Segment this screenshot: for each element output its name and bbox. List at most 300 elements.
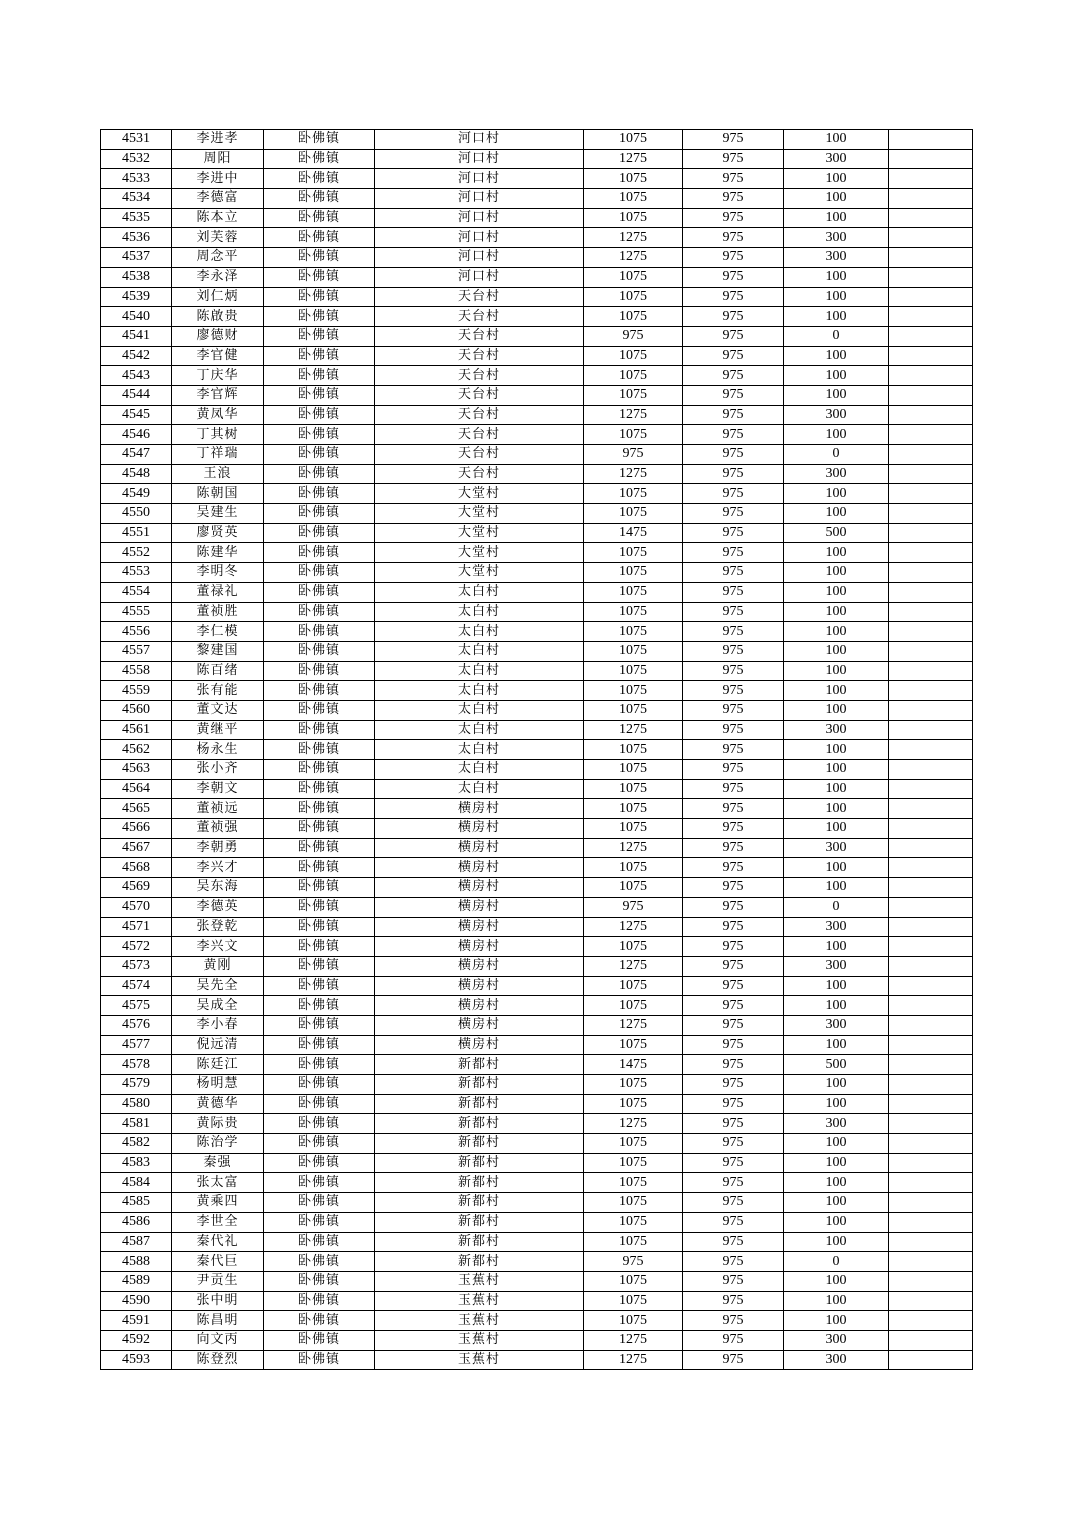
town-cell: 卧佛镇 — [264, 917, 375, 937]
amount-b-cell: 975 — [683, 189, 784, 209]
table-row — [101, 523, 973, 543]
note-cell — [889, 602, 973, 622]
serial-number-cell: 4547 — [101, 445, 172, 465]
amount-c-cell: 100 — [784, 1311, 889, 1331]
amount-b-cell: 975 — [683, 366, 784, 386]
amount-b-cell: 975 — [683, 464, 784, 484]
amount-b-cell: 975 — [683, 740, 784, 760]
table-row — [101, 681, 973, 701]
town-cell: 卧佛镇 — [264, 1075, 375, 1095]
amount-a-cell: 1075 — [584, 484, 683, 504]
table-row — [101, 1311, 973, 1331]
table-row — [101, 287, 973, 307]
amount-a-cell: 1075 — [584, 385, 683, 405]
note-cell — [889, 996, 973, 1016]
amount-c-cell: 100 — [784, 307, 889, 327]
amount-a-cell: 1075 — [584, 878, 683, 898]
amount-a-cell: 1075 — [584, 543, 683, 563]
amount-a-cell: 1075 — [584, 1153, 683, 1173]
amount-a-cell: 1075 — [584, 307, 683, 327]
note-cell — [889, 366, 973, 386]
table-row — [101, 543, 973, 563]
name-cell: 丁祥瑞 — [172, 445, 264, 465]
roster-table — [100, 129, 973, 1370]
village-cell: 新都村 — [375, 1173, 584, 1193]
amount-a-cell: 1075 — [584, 1291, 683, 1311]
amount-a-cell: 1275 — [584, 1114, 683, 1134]
amount-a-cell: 1275 — [584, 248, 683, 268]
town-cell: 卧佛镇 — [264, 1271, 375, 1291]
serial-number-cell: 4592 — [101, 1330, 172, 1350]
table-row — [101, 1134, 973, 1154]
serial-number-cell: 4531 — [101, 130, 172, 150]
amount-c-cell: 300 — [784, 405, 889, 425]
amount-b-cell: 975 — [683, 661, 784, 681]
note-cell — [889, 1311, 973, 1331]
village-cell: 玉蕉村 — [375, 1311, 584, 1331]
amount-c-cell: 100 — [784, 1193, 889, 1213]
amount-c-cell: 100 — [784, 602, 889, 622]
name-cell: 尹贡生 — [172, 1271, 264, 1291]
table-row — [101, 130, 973, 150]
note-cell — [889, 720, 973, 740]
amount-a-cell: 1275 — [584, 720, 683, 740]
town-cell: 卧佛镇 — [264, 641, 375, 661]
note-cell — [889, 700, 973, 720]
amount-c-cell: 300 — [784, 1330, 889, 1350]
serial-number-cell: 4551 — [101, 523, 172, 543]
amount-c-cell: 500 — [784, 523, 889, 543]
table-row — [101, 208, 973, 228]
town-cell: 卧佛镇 — [264, 582, 375, 602]
village-cell: 横房村 — [375, 956, 584, 976]
amount-b-cell: 975 — [683, 681, 784, 701]
table-row — [101, 1094, 973, 1114]
amount-a-cell: 1075 — [584, 622, 683, 642]
village-cell: 新都村 — [375, 1212, 584, 1232]
village-cell: 河口村 — [375, 248, 584, 268]
town-cell: 卧佛镇 — [264, 937, 375, 957]
serial-number-cell: 4559 — [101, 681, 172, 701]
amount-c-cell: 300 — [784, 228, 889, 248]
amount-c-cell: 100 — [784, 1212, 889, 1232]
amount-c-cell: 100 — [784, 1153, 889, 1173]
note-cell — [889, 1271, 973, 1291]
serial-number-cell: 4539 — [101, 287, 172, 307]
note-cell — [889, 1252, 973, 1272]
name-cell: 陈本立 — [172, 208, 264, 228]
amount-a-cell: 1275 — [584, 149, 683, 169]
village-cell: 太白村 — [375, 760, 584, 780]
name-cell: 董祯胜 — [172, 602, 264, 622]
amount-c-cell: 100 — [784, 799, 889, 819]
serial-number-cell: 4534 — [101, 189, 172, 209]
village-cell: 新都村 — [375, 1134, 584, 1154]
amount-c-cell: 300 — [784, 720, 889, 740]
amount-c-cell: 100 — [784, 937, 889, 957]
serial-number-cell: 4557 — [101, 641, 172, 661]
amount-c-cell: 0 — [784, 1252, 889, 1272]
name-cell: 陈朝国 — [172, 484, 264, 504]
town-cell: 卧佛镇 — [264, 1035, 375, 1055]
serial-number-cell: 4533 — [101, 169, 172, 189]
amount-b-cell: 975 — [683, 838, 784, 858]
amount-a-cell: 1075 — [584, 1232, 683, 1252]
amount-a-cell: 1075 — [584, 681, 683, 701]
town-cell: 卧佛镇 — [264, 208, 375, 228]
town-cell: 卧佛镇 — [264, 149, 375, 169]
serial-number-cell: 4532 — [101, 149, 172, 169]
village-cell: 玉蕉村 — [375, 1291, 584, 1311]
serial-number-cell: 4550 — [101, 504, 172, 524]
amount-a-cell: 1475 — [584, 523, 683, 543]
town-cell: 卧佛镇 — [264, 1153, 375, 1173]
amount-b-cell: 975 — [683, 760, 784, 780]
amount-a-cell: 1075 — [584, 602, 683, 622]
village-cell: 新都村 — [375, 1193, 584, 1213]
serial-number-cell: 4548 — [101, 464, 172, 484]
name-cell: 李官健 — [172, 346, 264, 366]
amount-b-cell: 975 — [683, 1350, 784, 1370]
table-row — [101, 563, 973, 583]
amount-c-cell: 100 — [784, 208, 889, 228]
serial-number-cell: 4538 — [101, 267, 172, 287]
note-cell — [889, 779, 973, 799]
village-cell: 玉蕉村 — [375, 1330, 584, 1350]
town-cell: 卧佛镇 — [264, 1094, 375, 1114]
amount-a-cell: 1075 — [584, 858, 683, 878]
village-cell: 河口村 — [375, 169, 584, 189]
note-cell — [889, 1075, 973, 1095]
village-cell: 太白村 — [375, 779, 584, 799]
amount-b-cell: 975 — [683, 287, 784, 307]
serial-number-cell: 4586 — [101, 1212, 172, 1232]
serial-number-cell: 4569 — [101, 878, 172, 898]
amount-a-cell: 1275 — [584, 1350, 683, 1370]
note-cell — [889, 1350, 973, 1370]
name-cell: 吴成全 — [172, 996, 264, 1016]
village-cell: 横房村 — [375, 838, 584, 858]
town-cell: 卧佛镇 — [264, 346, 375, 366]
amount-c-cell: 100 — [784, 819, 889, 839]
village-cell: 天台村 — [375, 366, 584, 386]
note-cell — [889, 661, 973, 681]
amount-c-cell: 100 — [784, 700, 889, 720]
village-cell: 横房村 — [375, 937, 584, 957]
town-cell: 卧佛镇 — [264, 1134, 375, 1154]
amount-b-cell: 975 — [683, 1232, 784, 1252]
amount-c-cell: 100 — [784, 543, 889, 563]
village-cell: 太白村 — [375, 582, 584, 602]
serial-number-cell: 4570 — [101, 897, 172, 917]
note-cell — [889, 582, 973, 602]
amount-a-cell: 1075 — [584, 740, 683, 760]
amount-c-cell: 100 — [784, 1134, 889, 1154]
name-cell: 董祯强 — [172, 819, 264, 839]
note-cell — [889, 956, 973, 976]
village-cell: 新都村 — [375, 1075, 584, 1095]
name-cell: 陈啟贵 — [172, 307, 264, 327]
town-cell: 卧佛镇 — [264, 779, 375, 799]
amount-b-cell: 975 — [683, 1212, 784, 1232]
amount-b-cell: 975 — [683, 169, 784, 189]
town-cell: 卧佛镇 — [264, 169, 375, 189]
name-cell: 黎建国 — [172, 641, 264, 661]
village-cell: 天台村 — [375, 464, 584, 484]
serial-number-cell: 4540 — [101, 307, 172, 327]
serial-number-cell: 4564 — [101, 779, 172, 799]
name-cell: 王浪 — [172, 464, 264, 484]
table-row — [101, 740, 973, 760]
amount-c-cell: 100 — [784, 996, 889, 1016]
serial-number-cell: 4565 — [101, 799, 172, 819]
name-cell: 李兴文 — [172, 937, 264, 957]
village-cell: 天台村 — [375, 346, 584, 366]
note-cell — [889, 504, 973, 524]
amount-c-cell: 100 — [784, 346, 889, 366]
note-cell — [889, 878, 973, 898]
name-cell: 李仁模 — [172, 622, 264, 642]
table-row — [101, 1212, 973, 1232]
amount-a-cell: 1075 — [584, 189, 683, 209]
serial-number-cell: 4541 — [101, 326, 172, 346]
town-cell: 卧佛镇 — [264, 602, 375, 622]
amount-a-cell: 1075 — [584, 1094, 683, 1114]
amount-b-cell: 975 — [683, 917, 784, 937]
amount-c-cell: 100 — [784, 267, 889, 287]
note-cell — [889, 208, 973, 228]
note-cell — [889, 976, 973, 996]
amount-a-cell: 1075 — [584, 760, 683, 780]
amount-c-cell: 100 — [784, 287, 889, 307]
amount-c-cell: 100 — [784, 858, 889, 878]
amount-b-cell: 975 — [683, 208, 784, 228]
amount-b-cell: 975 — [683, 819, 784, 839]
name-cell: 李德富 — [172, 189, 264, 209]
town-cell: 卧佛镇 — [264, 287, 375, 307]
table-row — [101, 425, 973, 445]
amount-c-cell: 0 — [784, 326, 889, 346]
serial-number-cell: 4566 — [101, 819, 172, 839]
town-cell: 卧佛镇 — [264, 996, 375, 1016]
amount-c-cell: 100 — [784, 740, 889, 760]
amount-c-cell: 100 — [784, 425, 889, 445]
table-row — [101, 1330, 973, 1350]
amount-a-cell: 1075 — [584, 346, 683, 366]
town-cell: 卧佛镇 — [264, 385, 375, 405]
amount-a-cell: 1075 — [584, 1134, 683, 1154]
amount-b-cell: 975 — [683, 937, 784, 957]
amount-a-cell: 1075 — [584, 937, 683, 957]
town-cell: 卧佛镇 — [264, 228, 375, 248]
amount-c-cell: 100 — [784, 1075, 889, 1095]
note-cell — [889, 937, 973, 957]
document-sheet — [100, 129, 973, 1370]
amount-b-cell: 975 — [683, 484, 784, 504]
name-cell: 杨永生 — [172, 740, 264, 760]
table-row — [101, 228, 973, 248]
amount-c-cell: 300 — [784, 1350, 889, 1370]
name-cell: 刘仁炳 — [172, 287, 264, 307]
amount-b-cell: 975 — [683, 779, 784, 799]
amount-a-cell: 1075 — [584, 641, 683, 661]
amount-a-cell: 1075 — [584, 1075, 683, 1095]
serial-number-cell: 4583 — [101, 1153, 172, 1173]
village-cell: 太白村 — [375, 661, 584, 681]
town-cell: 卧佛镇 — [264, 267, 375, 287]
note-cell — [889, 563, 973, 583]
name-cell: 黄凤华 — [172, 405, 264, 425]
amount-c-cell: 100 — [784, 976, 889, 996]
serial-number-cell: 4575 — [101, 996, 172, 1016]
note-cell — [889, 641, 973, 661]
table-row — [101, 976, 973, 996]
note-cell — [889, 838, 973, 858]
table-row — [101, 1075, 973, 1095]
town-cell: 卧佛镇 — [264, 1252, 375, 1272]
name-cell: 李朝勇 — [172, 838, 264, 858]
name-cell: 倪远清 — [172, 1035, 264, 1055]
amount-c-cell: 300 — [784, 838, 889, 858]
table-row — [101, 996, 973, 1016]
note-cell — [889, 346, 973, 366]
amount-a-cell: 1075 — [584, 1193, 683, 1213]
amount-a-cell: 1075 — [584, 169, 683, 189]
town-cell: 卧佛镇 — [264, 1232, 375, 1252]
amount-a-cell: 1275 — [584, 838, 683, 858]
town-cell: 卧佛镇 — [264, 858, 375, 878]
note-cell — [889, 307, 973, 327]
village-cell: 横房村 — [375, 858, 584, 878]
note-cell — [889, 622, 973, 642]
serial-number-cell: 4587 — [101, 1232, 172, 1252]
table-row — [101, 504, 973, 524]
note-cell — [889, 464, 973, 484]
town-cell: 卧佛镇 — [264, 1173, 375, 1193]
note-cell — [889, 1153, 973, 1173]
name-cell: 李小春 — [172, 1015, 264, 1035]
village-cell: 横房村 — [375, 799, 584, 819]
amount-c-cell: 100 — [784, 641, 889, 661]
name-cell: 周阳 — [172, 149, 264, 169]
amount-a-cell: 1075 — [584, 996, 683, 1016]
amount-c-cell: 100 — [784, 779, 889, 799]
serial-number-cell: 4556 — [101, 622, 172, 642]
amount-c-cell: 300 — [784, 1015, 889, 1035]
note-cell — [889, 819, 973, 839]
town-cell: 卧佛镇 — [264, 760, 375, 780]
town-cell: 卧佛镇 — [264, 1311, 375, 1331]
town-cell: 卧佛镇 — [264, 464, 375, 484]
serial-number-cell: 4567 — [101, 838, 172, 858]
note-cell — [889, 1035, 973, 1055]
amount-b-cell: 975 — [683, 1015, 784, 1035]
town-cell: 卧佛镇 — [264, 740, 375, 760]
town-cell: 卧佛镇 — [264, 523, 375, 543]
village-cell: 河口村 — [375, 130, 584, 150]
amount-b-cell: 975 — [683, 1252, 784, 1272]
amount-a-cell: 975 — [584, 326, 683, 346]
amount-a-cell: 1075 — [584, 267, 683, 287]
note-cell — [889, 445, 973, 465]
amount-c-cell: 300 — [784, 917, 889, 937]
amount-c-cell: 100 — [784, 484, 889, 504]
amount-c-cell: 100 — [784, 1035, 889, 1055]
serial-number-cell: 4555 — [101, 602, 172, 622]
amount-a-cell: 1275 — [584, 228, 683, 248]
table-row — [101, 1291, 973, 1311]
table-row — [101, 917, 973, 937]
village-cell: 大堂村 — [375, 484, 584, 504]
village-cell: 新都村 — [375, 1055, 584, 1075]
table-row — [101, 622, 973, 642]
amount-b-cell: 975 — [683, 799, 784, 819]
note-cell — [889, 130, 973, 150]
table-row — [101, 405, 973, 425]
name-cell: 陈建华 — [172, 543, 264, 563]
amount-a-cell: 1075 — [584, 287, 683, 307]
name-cell: 秦代礼 — [172, 1232, 264, 1252]
name-cell: 陈百绪 — [172, 661, 264, 681]
serial-number-cell: 4585 — [101, 1193, 172, 1213]
table-row — [101, 700, 973, 720]
village-cell: 新都村 — [375, 1232, 584, 1252]
serial-number-cell: 4590 — [101, 1291, 172, 1311]
name-cell: 李世全 — [172, 1212, 264, 1232]
amount-a-cell: 975 — [584, 445, 683, 465]
note-cell — [889, 326, 973, 346]
name-cell: 李兴才 — [172, 858, 264, 878]
amount-a-cell: 1275 — [584, 956, 683, 976]
note-cell — [889, 1193, 973, 1213]
name-cell: 黄乘四 — [172, 1193, 264, 1213]
serial-number-cell: 4537 — [101, 248, 172, 268]
name-cell: 丁其树 — [172, 425, 264, 445]
amount-b-cell: 975 — [683, 405, 784, 425]
village-cell: 横房村 — [375, 1035, 584, 1055]
note-cell — [889, 681, 973, 701]
serial-number-cell: 4553 — [101, 563, 172, 583]
name-cell: 吴建生 — [172, 504, 264, 524]
amount-b-cell: 975 — [683, 326, 784, 346]
note-cell — [889, 1173, 973, 1193]
name-cell: 黄德华 — [172, 1094, 264, 1114]
amount-b-cell: 975 — [683, 858, 784, 878]
amount-b-cell: 975 — [683, 897, 784, 917]
amount-b-cell: 975 — [683, 996, 784, 1016]
serial-number-cell: 4554 — [101, 582, 172, 602]
note-cell — [889, 1330, 973, 1350]
village-cell: 太白村 — [375, 720, 584, 740]
table-row — [101, 1015, 973, 1035]
town-cell: 卧佛镇 — [264, 189, 375, 209]
serial-number-cell: 4543 — [101, 366, 172, 386]
note-cell — [889, 385, 973, 405]
amount-a-cell: 1075 — [584, 366, 683, 386]
village-cell: 河口村 — [375, 189, 584, 209]
village-cell: 天台村 — [375, 307, 584, 327]
town-cell: 卧佛镇 — [264, 326, 375, 346]
amount-c-cell: 100 — [784, 130, 889, 150]
name-cell: 张太富 — [172, 1173, 264, 1193]
amount-a-cell: 1075 — [584, 504, 683, 524]
amount-a-cell: 1075 — [584, 1212, 683, 1232]
amount-b-cell: 975 — [683, 622, 784, 642]
amount-b-cell: 975 — [683, 425, 784, 445]
amount-b-cell: 975 — [683, 1173, 784, 1193]
table-row — [101, 307, 973, 327]
town-cell: 卧佛镇 — [264, 130, 375, 150]
